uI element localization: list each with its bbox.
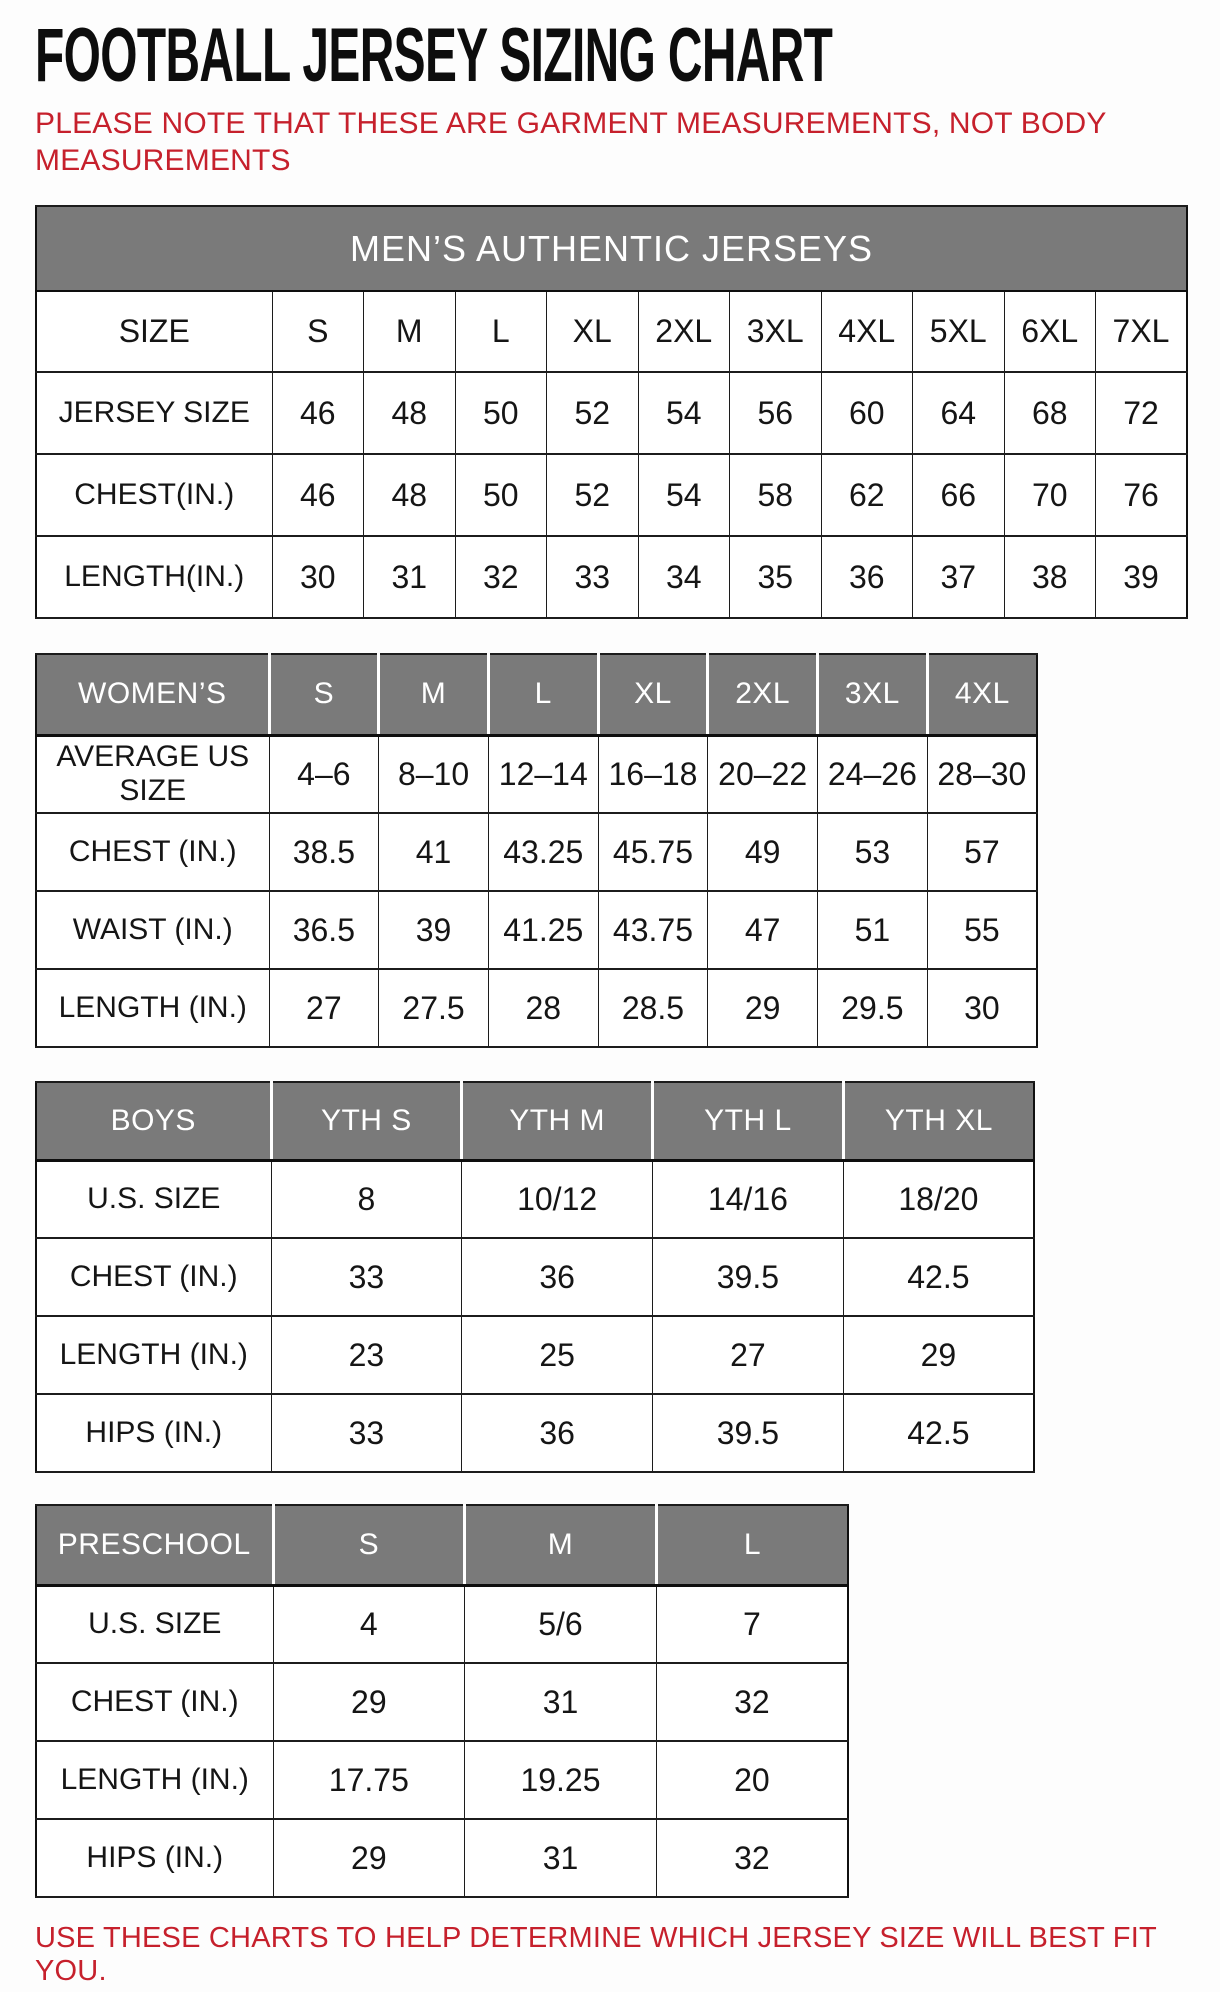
boys-column-header: YTH L [653, 1082, 844, 1160]
mens-column-header: 7XL [1096, 291, 1188, 372]
size-value: 52 [547, 454, 639, 536]
size-value: 43.75 [598, 891, 708, 969]
row-label: WAIST (IN.) [36, 891, 269, 969]
size-value: 31 [364, 536, 456, 618]
size-value: 72 [1096, 372, 1188, 454]
mens-banner: MEN’S AUTHENTIC JERSEYS [36, 206, 1187, 291]
size-value: 10/12 [462, 1160, 653, 1238]
row-label: CHEST (IN.) [36, 1663, 273, 1741]
womens-row [36, 735, 1037, 813]
mens-column-header: L [455, 291, 547, 372]
preschool-row [36, 1741, 848, 1819]
size-value: 32 [455, 536, 547, 618]
size-value: 41.25 [488, 891, 598, 969]
size-value: 20–22 [708, 735, 818, 813]
row-label: CHEST (IN.) [36, 813, 269, 891]
size-value: 32 [656, 1663, 848, 1741]
row-label: LENGTH(IN.) [36, 536, 272, 618]
boys-column-header: YTH M [462, 1082, 653, 1160]
womens-group-label: WOMEN’S [36, 654, 269, 735]
size-value: 17.75 [273, 1741, 465, 1819]
size-value: 41 [379, 813, 489, 891]
size-value: 24–26 [818, 735, 928, 813]
measurement-note [35, 106, 1220, 179]
size-value: 55 [927, 891, 1037, 969]
size-value: 35 [730, 536, 822, 618]
row-label: CHEST (IN.) [36, 1238, 271, 1316]
size-value: 36 [462, 1238, 653, 1316]
womens-column-header: S [269, 654, 379, 735]
size-value: 20 [656, 1741, 848, 1819]
size-value: 50 [455, 372, 547, 454]
womens-row [36, 813, 1037, 891]
size-value: 33 [271, 1394, 462, 1472]
womens-column-header: 3XL [818, 654, 928, 735]
preschool-column-header: M [465, 1505, 657, 1585]
size-value: 50 [455, 454, 547, 536]
size-value: 31 [465, 1663, 657, 1741]
size-value: 48 [364, 454, 456, 536]
size-value: 4–6 [269, 735, 379, 813]
mens-column-header: 6XL [1004, 291, 1096, 372]
size-value: 29 [708, 969, 818, 1047]
size-value: 47 [708, 891, 818, 969]
size-value: 42.5 [843, 1394, 1034, 1472]
sizing-tables [35, 205, 1220, 1898]
size-value: 76 [1096, 454, 1188, 536]
size-value: 45.75 [598, 813, 708, 891]
measurement-note-line-2: MEASUREMENTS [35, 143, 291, 177]
size-value: 32 [656, 1819, 848, 1897]
size-value: 68 [1004, 372, 1096, 454]
size-value: 39 [379, 891, 489, 969]
mens-row [36, 372, 1187, 454]
boys-column-header: YTH S [271, 1082, 462, 1160]
row-label: HIPS (IN.) [36, 1394, 271, 1472]
size-value: 48 [364, 372, 456, 454]
size-value: 54 [638, 372, 730, 454]
size-value: 66 [913, 454, 1005, 536]
size-value: 38 [1004, 536, 1096, 618]
size-value: 8 [271, 1160, 462, 1238]
boys-table [35, 1081, 1035, 1473]
size-value: 12–14 [488, 735, 598, 813]
mens-column-header: XL [547, 291, 639, 372]
size-value: 27 [269, 969, 379, 1047]
row-label: LENGTH (IN.) [36, 1741, 273, 1819]
size-value: 38.5 [269, 813, 379, 891]
mens-row [36, 536, 1187, 618]
preschool-column-header: S [273, 1505, 465, 1585]
mens-column-header: S [272, 291, 364, 372]
size-value: 56 [730, 372, 822, 454]
size-value: 70 [1004, 454, 1096, 536]
size-value: 29 [843, 1316, 1034, 1394]
size-value: 7 [656, 1585, 848, 1663]
size-value: 8–10 [379, 735, 489, 813]
size-value: 28.5 [598, 969, 708, 1047]
mens-corner-label: SIZE [36, 291, 272, 372]
womens-column-header: 2XL [708, 654, 818, 735]
size-value: 33 [271, 1238, 462, 1316]
boys-row [36, 1316, 1034, 1394]
womens-row [36, 891, 1037, 969]
size-value: 39.5 [653, 1238, 844, 1316]
size-value: 16–18 [598, 735, 708, 813]
size-value: 54 [638, 454, 730, 536]
size-value: 25 [462, 1316, 653, 1394]
size-value: 37 [913, 536, 1005, 618]
size-value: 39.5 [653, 1394, 844, 1472]
boys-group-label: BOYS [36, 1082, 271, 1160]
preschool-row [36, 1819, 848, 1897]
size-value: 19.25 [465, 1741, 657, 1819]
size-value: 31 [465, 1819, 657, 1897]
womens-column-header: 4XL [927, 654, 1037, 735]
size-value: 14/16 [653, 1160, 844, 1238]
mens-row [36, 454, 1187, 536]
size-value: 29 [273, 1819, 465, 1897]
size-value: 23 [271, 1316, 462, 1394]
size-value: 29 [273, 1663, 465, 1741]
footer-note: USE THESE CHARTS TO HELP DETERMINE WHICH JERSEY SIZE WILL BEST FIT YOU. [35, 1922, 1157, 1988]
size-value: 57 [927, 813, 1037, 891]
preschool-table [35, 1504, 849, 1898]
womens-row [36, 969, 1037, 1047]
womens-column-header: XL [598, 654, 708, 735]
size-value: 36.5 [269, 891, 379, 969]
womens-table [35, 653, 1038, 1048]
size-value: 42.5 [843, 1238, 1034, 1316]
mens-table [35, 205, 1188, 619]
size-value: 34 [638, 536, 730, 618]
size-value: 49 [708, 813, 818, 891]
size-value: 27 [653, 1316, 844, 1394]
size-value: 29.5 [818, 969, 928, 1047]
page-title: FOOTBALL JERSEY SIZING CHART [35, 13, 833, 98]
size-value: 46 [272, 454, 364, 536]
size-value: 52 [547, 372, 639, 454]
size-value: 18/20 [843, 1160, 1034, 1238]
row-label: JERSEY SIZE [36, 372, 272, 454]
preschool-row [36, 1585, 848, 1663]
size-value: 46 [272, 372, 364, 454]
preschool-column-header: L [656, 1505, 848, 1585]
size-value: 64 [913, 372, 1005, 454]
row-label: AVERAGE US SIZE [36, 735, 269, 813]
size-value: 30 [927, 969, 1037, 1047]
row-label: LENGTH (IN.) [36, 1316, 271, 1394]
mens-column-header: 2XL [638, 291, 730, 372]
boys-column-header: YTH XL [843, 1082, 1034, 1160]
size-value: 5/6 [465, 1585, 657, 1663]
boys-row [36, 1160, 1034, 1238]
size-value: 36 [821, 536, 913, 618]
size-value: 28 [488, 969, 598, 1047]
size-value: 36 [462, 1394, 653, 1472]
size-value: 53 [818, 813, 928, 891]
size-value: 33 [547, 536, 639, 618]
mens-column-header: M [364, 291, 456, 372]
boys-row [36, 1238, 1034, 1316]
size-value: 43.25 [488, 813, 598, 891]
row-label: CHEST(IN.) [36, 454, 272, 536]
size-value: 27.5 [379, 969, 489, 1047]
preschool-group-label: PRESCHOOL [36, 1505, 273, 1585]
womens-column-header: L [488, 654, 598, 735]
size-value: 4 [273, 1585, 465, 1663]
size-value: 62 [821, 454, 913, 536]
size-value: 30 [272, 536, 364, 618]
row-label: U.S. SIZE [36, 1585, 273, 1663]
size-value: 60 [821, 372, 913, 454]
mens-column-header: 4XL [821, 291, 913, 372]
row-label: LENGTH (IN.) [36, 969, 269, 1047]
preschool-row [36, 1663, 848, 1741]
mens-column-header: 5XL [913, 291, 1005, 372]
row-label: HIPS (IN.) [36, 1819, 273, 1897]
size-value: 58 [730, 454, 822, 536]
size-value: 39 [1096, 536, 1188, 618]
title-wrap [35, 13, 1220, 98]
boys-row [36, 1394, 1034, 1472]
row-label: U.S. SIZE [36, 1160, 271, 1238]
size-value: 51 [818, 891, 928, 969]
womens-column-header: M [379, 654, 489, 735]
mens-column-header: 3XL [730, 291, 822, 372]
measurement-note-line-1: PLEASE NOTE THAT THESE ARE GARMENT MEASUREMENTS, NOT BODY [35, 107, 1107, 140]
size-value: 28–30 [927, 735, 1037, 813]
